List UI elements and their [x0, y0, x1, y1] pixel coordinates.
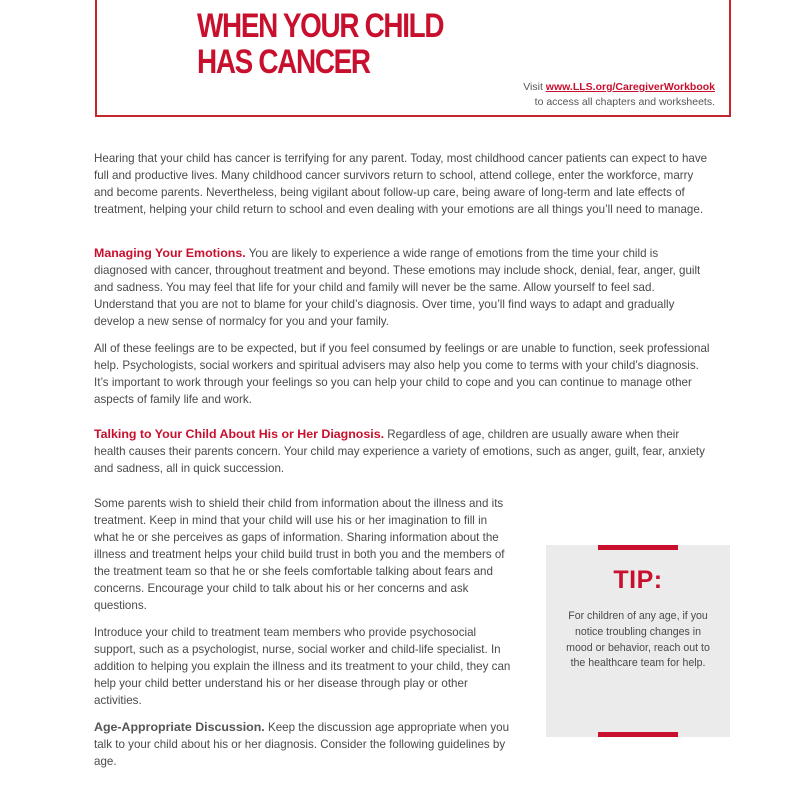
- title-line-2: HAS CANCER: [197, 43, 370, 81]
- emotions-paragraph: [94, 245, 712, 330]
- age-paragraph: [94, 719, 512, 770]
- age-heading: Age-Appropriate Discussion.: [94, 720, 265, 734]
- tip-text: For children of any age, if you notice troubling changes in mood or behavior, reach out to the healthcare team for help.: [566, 610, 710, 670]
- emotions-heading: Managing Your Emotions.: [94, 246, 246, 260]
- page-title: [197, 8, 443, 80]
- visit-suffix: to access all chapters and worksheets.: [534, 96, 715, 108]
- visit-prefix: Visit: [523, 81, 546, 93]
- title-line-1: WHEN YOUR CHILD: [197, 7, 444, 45]
- shield-paragraph: Some parents wish to shield their child from information about the illness and its treatment. Keep in mind that your child will use his or her imagination to fill in what he or she perceives as gaps of information. Sharing information about the illness and treatment helps your child build trust in both you and the members of the treatment team so that he or she feels comfortable talking about fears and concerns. Encourage your child to talk about his or her concerns and ask questions.: [94, 497, 505, 612]
- tip-top-bar: [598, 545, 678, 550]
- talking-paragraph: [94, 426, 712, 477]
- age-text: Keep the discussion age appropriate when you talk to your child about his or her diagnosis. Consider the following guidelines by age.: [94, 721, 510, 768]
- workbook-link[interactable]: www.LLS.org/CaregiverWorkbook: [545, 81, 715, 93]
- intro-paragraph: Hearing that your child has cancer is terrifying for any parent. Today, most childhood cancer patients can expect to have full and productive lives. Many childhood cancer survivors return to school, attend college, enter the workforce, marry and become parents. Nevertheless, being vigilant about follow-up care, being aware of long-term and late effects of treatment, helping your child return to school and even dealing with your emotions are all things you’ll need to manage.: [94, 152, 708, 216]
- tip-title: TIP:: [613, 566, 663, 594]
- visit-note: [415, 80, 715, 110]
- tip-bottom-bar: [598, 732, 678, 737]
- introduce-paragraph: Introduce your child to treatment team members who provide psychosocial support, such as a psychologist, nurse, social worker and child-life specialist. In addition to helping you explain the illness and its treatment to your child, they can help your child better understand his or her disease through play or other activities.: [94, 626, 511, 707]
- talking-text: Regardless of age, children are usually aware when their health causes their parents concern. Your child may experience a variety of emotions, such as anger, guilt, fear, anxiety and sadness, all in quick succession.: [94, 428, 705, 475]
- emotions-text: You are likely to experience a wide range of emotions from the time your child is diagnosed with cancer, throughout treatment and beyond. These emotions may include shock, denial, fear, anger, guilt and sadness. You may feel that life for your child and family will never be the same. Allow yourself to feel sad. Understand that you are not to blame for your child’s diagnosis. Over time, you’ll find ways to adapt and gradually develop a new sense of normalcy for you and your family.: [94, 247, 701, 328]
- tip-box: [546, 545, 730, 737]
- talking-heading: Talking to Your Child About His or Her Diagnosis.: [94, 427, 385, 441]
- feelings-paragraph: All of these feelings are to be expected, but if you feel consumed by feelings or are unable to function, seek professional help. Psychologists, social workers and spiritual advisers may also help you come to terms with your child’s diagnosis. It’s important to work through your feelings so you can help your child to cope and you can continue to manage other aspects of family life and work.: [94, 342, 710, 406]
